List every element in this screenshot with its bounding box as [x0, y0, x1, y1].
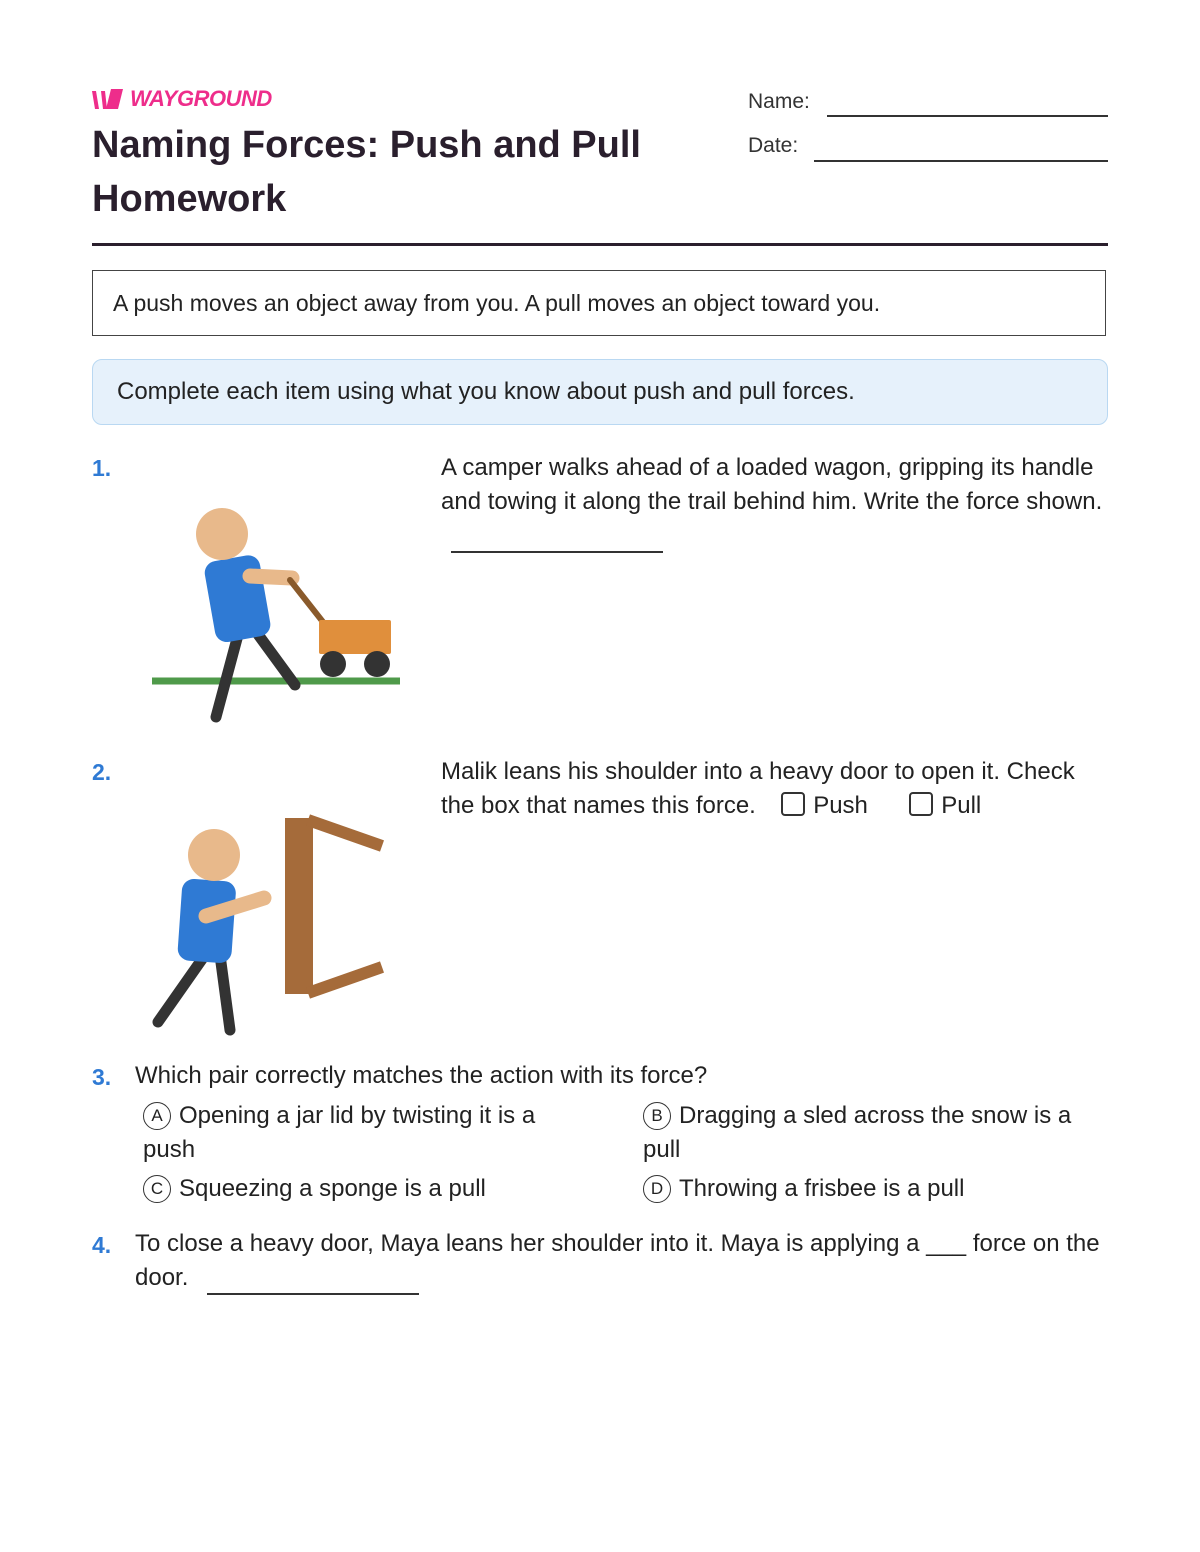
- brand-name: WAYGROUND: [130, 86, 272, 111]
- option-b-text: Dragging a sled across the snow is a pull: [643, 1102, 1072, 1163]
- camper-head: [196, 508, 248, 560]
- push-option[interactable]: [781, 792, 868, 819]
- pull-option[interactable]: [909, 792, 981, 819]
- malik-head: [188, 829, 240, 881]
- camper-leg-back: [216, 635, 238, 717]
- door-frame: [285, 818, 313, 994]
- date-field[interactable]: [814, 160, 1108, 162]
- door-panel-bottom: [308, 967, 382, 993]
- camper-arm: [250, 576, 292, 578]
- question-2-number: 2.: [92, 759, 112, 785]
- option-c-marker[interactable]: C: [143, 1175, 171, 1203]
- question-1-number: 1.: [92, 455, 112, 481]
- camper-leg-front: [257, 633, 295, 685]
- wagon-wheel-front: [364, 651, 390, 677]
- question-3-option-c[interactable]: [143, 1172, 583, 1206]
- name-field[interactable]: [827, 115, 1108, 117]
- brand-logo: [92, 86, 272, 112]
- question-1-text: A camper walks ahead of a loaded wagon, gripping its handle and towing it along the trail behind him. Write the force shown.: [441, 454, 1103, 515]
- instructions-box: [92, 359, 1108, 425]
- instructions-text: Complete each item using what you know about push and pull forces.: [117, 378, 855, 405]
- question-4-number: 4.: [92, 1232, 112, 1258]
- malik-door-illustration: [140, 810, 400, 1045]
- date-label: Date:: [748, 134, 799, 157]
- question-3-text: Which pair correctly matches the action with its force?: [135, 1062, 708, 1089]
- definition-box: [92, 270, 1106, 336]
- question-3-option-a[interactable]: [143, 1099, 583, 1167]
- option-d-text: Throwing a frisbee is a pull: [679, 1175, 965, 1202]
- definition-text: A push moves an object away from you. A pull moves an object toward you.: [113, 289, 881, 316]
- brand-icon: [92, 87, 124, 111]
- camper-torso: [203, 553, 272, 643]
- question-1: [441, 451, 1106, 553]
- wagon-body: [319, 620, 391, 654]
- question-3-option-b[interactable]: [643, 1099, 1103, 1167]
- pull-option-label: Pull: [941, 792, 982, 819]
- malik-leg-back: [158, 955, 205, 1022]
- name-label: Name:: [748, 90, 810, 113]
- page-title: Naming Forces: Push and Pull Homework: [92, 124, 641, 220]
- option-c-text: Squeezing a sponge is a pull: [179, 1175, 486, 1202]
- push-option-label: Push: [813, 792, 868, 819]
- question-4-text: To close a heavy door, Maya leans her shoulder into it. Maya is applying a ___ force on the door.: [135, 1230, 1100, 1291]
- question-2-text: Malik leans his shoulder into a heavy door to open it. Check the box that names this force.: [441, 758, 1075, 819]
- door-panel-top: [308, 820, 382, 846]
- header-divider: [92, 243, 1108, 246]
- option-a-marker[interactable]: A: [143, 1102, 171, 1130]
- pull-checkbox[interactable]: [909, 792, 933, 816]
- question-4: [135, 1227, 1105, 1295]
- wagon-handle: [290, 580, 323, 622]
- option-b-marker[interactable]: B: [643, 1102, 671, 1130]
- malik-leg-front: [220, 955, 230, 1030]
- push-checkbox[interactable]: [781, 792, 805, 816]
- option-d-marker[interactable]: D: [643, 1175, 671, 1203]
- wagon-wheel-rear: [320, 651, 346, 677]
- question-1-answer-blank[interactable]: [451, 521, 663, 553]
- question-2: [441, 755, 1109, 823]
- question-3-option-d[interactable]: [643, 1172, 1103, 1206]
- question-4-answer-blank[interactable]: [207, 1263, 419, 1295]
- camper-wagon-illustration: [140, 490, 420, 730]
- question-3-number: 3.: [92, 1064, 112, 1090]
- option-a-text: Opening a jar lid by twisting it is a push: [143, 1102, 536, 1163]
